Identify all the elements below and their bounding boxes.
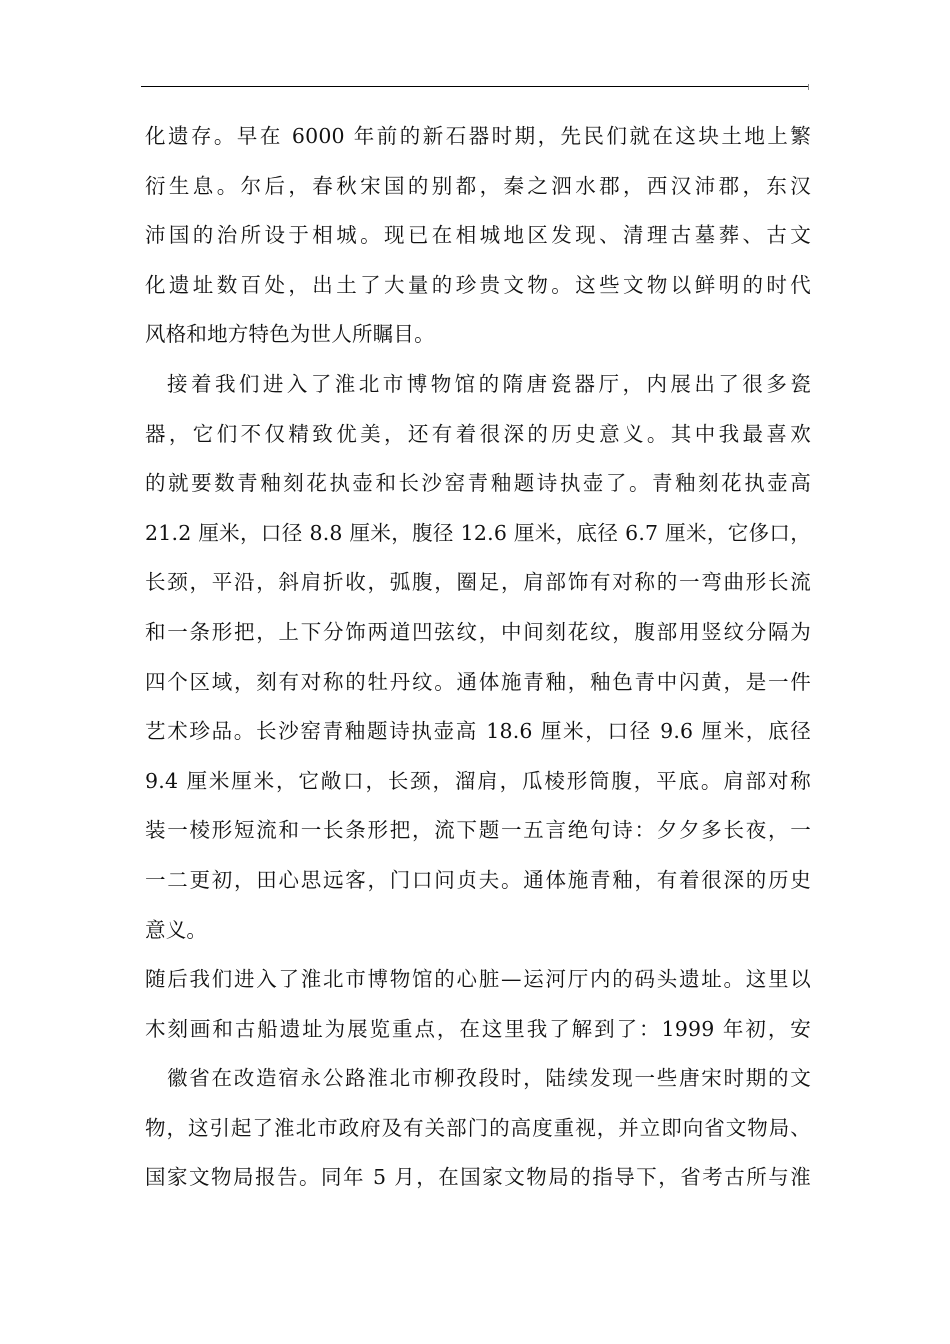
text-line: 木刻画和古船遗址为展览重点，在这里我了解到了：1999 年初，安 [145,1016,811,1041]
text-line: 徽省在改造宿永公路淮北市柳孜段时，陆续发现一些唐宋时期的文 [167,1066,811,1091]
text-line: 风格和地方特色为世人所瞩目。 [145,322,435,347]
text-line: 物，这引起了淮北市政府及有关部门的高度重视，并立即向省文物局、 [145,1115,811,1140]
text-line: 沛国的治所设于相城。现已在相城地区发现、清理古墓葬、古文 [145,223,811,248]
text-line: 和一条形把，上下分饰两道凹弦纹，中间刻花纹，腹部用竖纹分隔为 [145,619,811,644]
text-line: 艺术珍品。长沙窑青釉题诗执壶高 18.6 厘米，口径 9.6 厘米，底径 [145,719,811,744]
header-rule [141,86,809,87]
text-line: 随后我们进入了淮北市博物馆的心脏—运河厅内的码头遗址。这里以 [145,967,811,992]
text-line: 装一棱形短流和一长条形把，流下题一五言绝句诗：夕夕多长夜，一 [145,818,811,843]
header-rule-end-mark [808,84,809,90]
text-line: 21.2 厘米，口径 8.8 厘米，腹径 12.6 厘米，底径 6.7 厘米，它侈口， [145,520,811,545]
text-line: 衍生息。尔后，春秋宋国的别都，秦之泗水郡，西汉沛郡，东汉 [145,173,811,198]
text-line: 长颈，平沿，斜肩折收，弧腹，圈足，肩部饰有对称的一弯曲形长流 [145,570,811,595]
text-line: 接着我们进入了淮北市博物馆的隋唐瓷器厅，内展出了很多瓷 [167,371,811,396]
text-line: 化遗存。早在 6000 年前的新石器时期，先民们就在这块土地上繁 [145,124,811,148]
text-line: 化遗址数百处，出土了大量的珍贵文物。这些文物以鲜明的时代 [145,272,811,297]
text-line: 的就要数青釉刻花执壶和长沙窑青釉题诗执壶了。青釉刻花执壶高 [145,471,811,496]
text-line: 意义。 [145,917,208,942]
text-line: 器，它们不仅精致优美，还有着很深的历史意义。其中我最喜欢 [145,421,811,446]
text-line: 一二更初，田心思远客，门口问贞夫。通体施青釉，有着很深的历史 [145,867,811,892]
text-line: 四个区域，刻有对称的牡丹纹。通体施青釉，釉色青中闪黄，是一件 [145,669,811,694]
document-body [145,112,811,1203]
text-line: 9.4 厘米厘米，它敞口，长颈，溜肩，瓜棱形筒腹，平底。肩部对称 [145,768,811,793]
text-line: 国家文物局报告。同年 5 月，在国家文物局的指导下，省考古所与淮 [145,1165,811,1190]
